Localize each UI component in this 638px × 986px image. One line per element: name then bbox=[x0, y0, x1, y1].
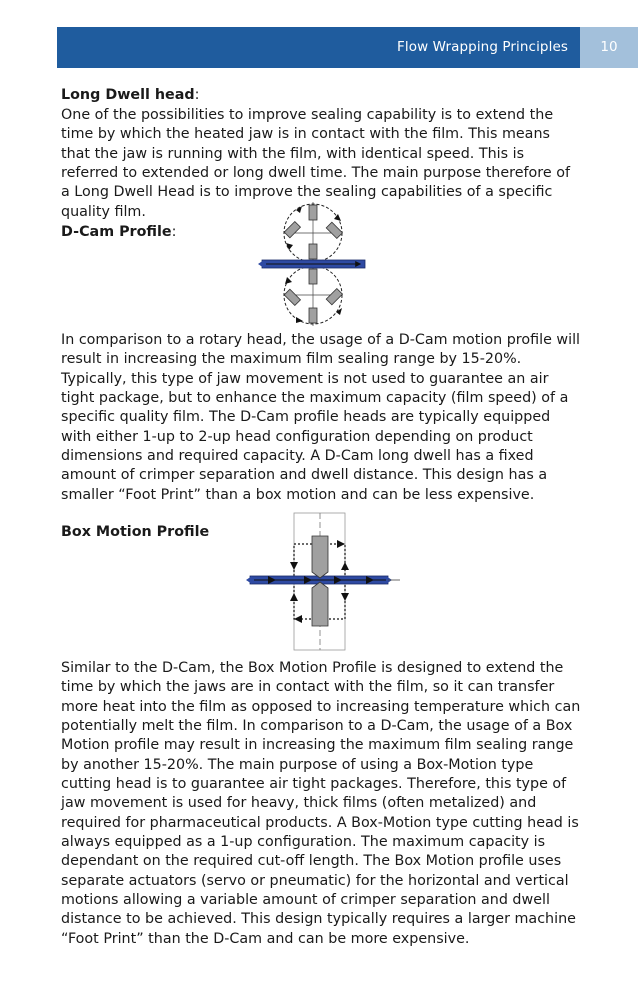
jaw bbox=[326, 222, 342, 238]
long-dwell-body: One of the possibilities to improve sealing capability is to extend the time by which the heated jaw is in contact with the film. This means that the jaw is running with the film, with identical speed. This is referred to extended or long dwell time. The main purpose therefore of a Long Dwell Head is to improve the sealing capabilities of a specific quality film. bbox=[61, 107, 570, 220]
long-dwell-heading: Long Dwell head bbox=[61, 87, 195, 103]
box-motion-heading-text: Box Motion Profile bbox=[61, 524, 210, 540]
long-dwell-heading-colon: : bbox=[194, 87, 200, 103]
page-number-box bbox=[580, 27, 638, 68]
jaw bbox=[309, 308, 317, 323]
header-bar bbox=[57, 27, 580, 68]
jaw bbox=[309, 244, 317, 259]
d-cam-motion-diagram bbox=[256, 202, 370, 326]
page-number: 10 bbox=[600, 39, 618, 55]
d-cam-heading: D-Cam Profile bbox=[61, 224, 172, 240]
box-motion-body: Similar to the D-Cam, the Box Motion Profile is designed to extend the time by which the jaws are in contact with the film, so it can transfer more heat into the film as opposed to increasing temperature which can potentially melt the film. In comparison to a D-Cam, the usage of a Box Motion profile may result in increasing the maximum film sealing range by another 15-20%. The main purpose of using a Box-Motion type cutting head is to guarantee air tight packages. Therefore, this type of jaw movement is used for heavy, thick films (often metalized) and required for pharmaceutical products. A Box-Motion type cutting head is always equipped as a 1-up configuration. The maximum capacity is dependant on the required cut-off length. The Box Motion profile uses separate actuators (servo or pneumatic) for the horizontal and vertical motions allowing a variable amount of crimper separation and dwell distance to be achieved. This design typically requires a larger machine “Foot Print” than the D-Cam and can be more expensive. bbox=[61, 660, 581, 947]
long-dwell-heading-line bbox=[61, 86, 581, 105]
jaw bbox=[284, 222, 300, 238]
jaw bbox=[309, 269, 317, 284]
jaw bbox=[284, 289, 300, 305]
header-title: Flow Wrapping Principles bbox=[397, 39, 568, 55]
lower-jaw bbox=[312, 582, 328, 626]
d-cam-body: In comparison to a rotary head, the usage of a D-Cam motion profile will result in increasing the maximum film sealing range by 15-20%. Typically, this type of jaw movement is not used to guarantee an air tight package, but to enhance the maximum capacity (film speed) of a specific quality film. The D-Cam profile heads are typically equipped with either 1-up to 2-up head configuration depending on product dimensions and required capacity. A D-Cam long dwell has a fixed amount of crimper separation and dwell distance. This design has a smaller “Foot Print” than a box motion and can be less expensive. bbox=[61, 332, 581, 503]
d-cam-heading-colon: : bbox=[171, 224, 177, 240]
box-motion-diagram bbox=[246, 512, 402, 651]
jaw bbox=[309, 205, 317, 220]
jaw bbox=[326, 289, 342, 305]
upper-jaw bbox=[312, 536, 328, 578]
